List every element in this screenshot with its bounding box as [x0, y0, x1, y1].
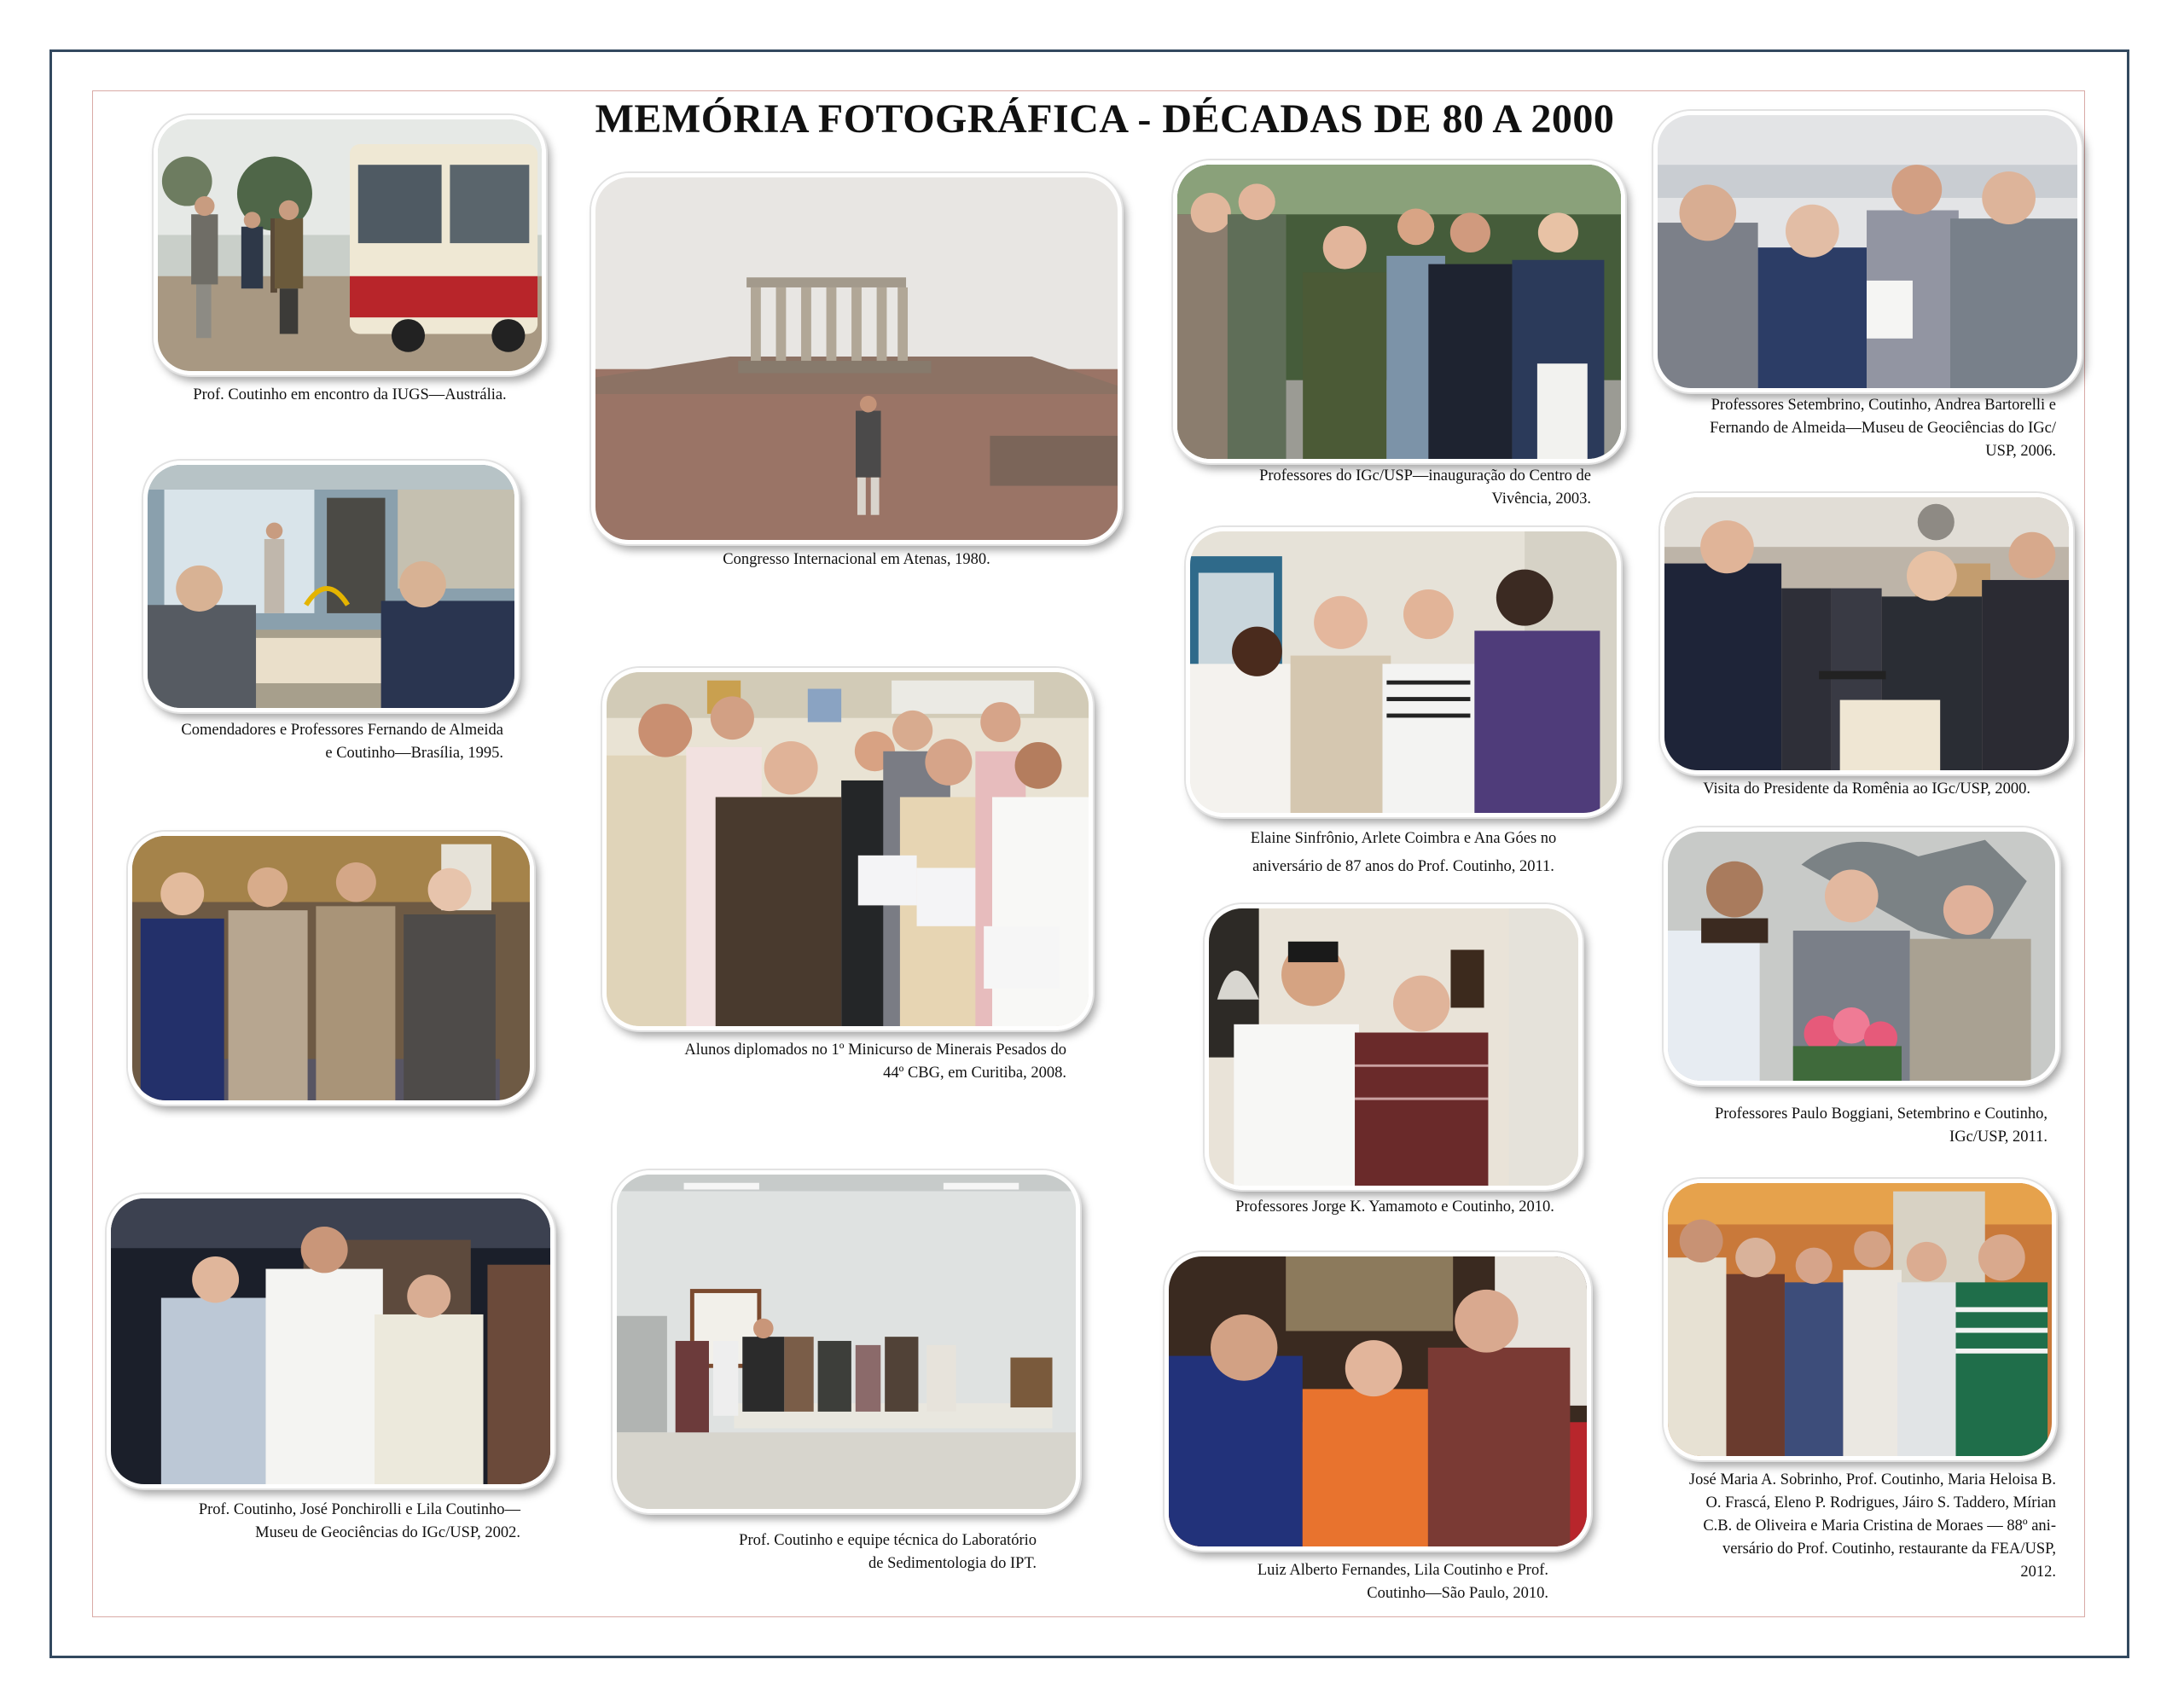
- caption-line: Alunos diplomados no 1º Minicurso de Minerais Pesados do: [684, 1041, 1066, 1059]
- caption-line: Luiz Alberto Fernandes, Lila Coutinho e Prof.: [1257, 1562, 1548, 1579]
- caption-line: Elaine Sinfrônio, Arlete Coimbra e Ana Góes no: [1250, 830, 1557, 847]
- photo-yamamoto-2010: [1205, 904, 1583, 1190]
- caption-aniversario-87: [1190, 825, 1617, 881]
- caption-centro-vivencia-2003: [1177, 465, 1591, 511]
- caption-line: aniversário de 87 anos do Prof. Coutinho, 2011.: [1252, 858, 1554, 875]
- caption-line: Comendadores e Professores Fernando de Almeida: [181, 722, 503, 739]
- caption-line: Professores Paulo Boggiani, Setembrino e Coutinho,: [1714, 1105, 2048, 1123]
- photo-aniversario-87: [1186, 527, 1621, 817]
- caption-restaurante-fea-2012: [1638, 1469, 2056, 1584]
- caption-line: versário do Prof. Coutinho, restaurante da FEA/USP,: [1722, 1540, 2056, 1558]
- caption-line: Prof. Coutinho, José Ponchirolli e Lila Coutinho—: [198, 1501, 520, 1518]
- caption-line: Vivência, 2003.: [1491, 490, 1591, 508]
- caption-line: José Maria A. Sobrinho, Prof. Coutinho, Maria Heloisa B.: [1688, 1471, 2056, 1488]
- caption-line: Congresso Internacional em Atenas, 1980.: [723, 551, 990, 568]
- caption-iugs-australia: [128, 384, 572, 407]
- caption-line: Prof. Coutinho em encontro da IUGS—Austrália.: [193, 386, 507, 403]
- caption-line: Coutinho—São Paulo, 2010.: [1367, 1585, 1548, 1602]
- photo-brasilia-1995: [143, 461, 519, 712]
- caption-museu-2006: [1647, 394, 2056, 463]
- caption-line: Visita do Presidente da Romênia ao IGc/USP, 2000.: [1703, 780, 2030, 798]
- caption-line: Museu de Geociências do IGc/USP, 2002.: [255, 1524, 520, 1541]
- caption-lila-coutinho-2010: [1177, 1559, 1548, 1605]
- caption-yamamoto-2010: [1177, 1196, 1612, 1219]
- photo-ipt-lab: [613, 1170, 1080, 1513]
- caption-line: Professores do IGc/USP—inauguração do Centro de: [1259, 467, 1591, 484]
- caption-line: Professores Jorge K. Yamamoto e Coutinho, 2010.: [1235, 1198, 1554, 1216]
- caption-line: Prof. Coutinho e equipe técnica do Laboratório: [739, 1532, 1037, 1549]
- photo-presidente-romenia-2000: [1660, 493, 2073, 775]
- caption-line: e Coutinho—Brasília, 1995.: [325, 745, 503, 762]
- caption-presidente-romenia-2000: [1647, 778, 2030, 801]
- caption-line: 44º CBG, em Curitiba, 2008.: [883, 1065, 1066, 1082]
- caption-brasilia-1995: [85, 719, 503, 765]
- photo-iugs-australia: [154, 115, 546, 375]
- caption-curitiba-2008: [597, 1039, 1066, 1085]
- caption-line: USP, 2006.: [1985, 443, 2056, 460]
- page-title: MEMÓRIA FOTOGRÁFICA - DÉCADAS DE 80 A 2000: [595, 96, 1615, 142]
- caption-line: Professores Setembrino, Coutinho, Andrea Bartorelli e: [1711, 397, 2056, 414]
- caption-line: Fernando de Almeida—Museu de Geociências do IGc/: [1710, 420, 2056, 437]
- caption-line: IGc/USP, 2011.: [1949, 1128, 2048, 1146]
- photo-athens-1980: [591, 173, 1122, 544]
- caption-line: C.B. de Oliveira e Maria Cristina de Moraes — 88º ani-: [1703, 1517, 2056, 1535]
- photo-museu-2006: [1653, 111, 2082, 392]
- photo-four-professors: [128, 832, 534, 1105]
- caption-line: 2012.: [2020, 1564, 2056, 1581]
- photo-boggiani-2011: [1664, 827, 2059, 1085]
- photo-curitiba-2008: [602, 668, 1093, 1030]
- caption-ponchirolli-2002: [94, 1499, 520, 1545]
- photo-restaurante-fea-2012: [1664, 1179, 2056, 1460]
- caption-ipt-lab: [614, 1529, 1037, 1575]
- caption-boggiani-2011: [1647, 1103, 2048, 1149]
- photo-ponchirolli-2002: [107, 1194, 555, 1488]
- photo-lila-coutinho-2010: [1165, 1252, 1591, 1551]
- caption-line: O. Frascá, Eleno P. Rodrigues, Jáiro S. Taddero, Mírian: [1705, 1494, 2056, 1511]
- photo-centro-vivencia-2003: [1173, 160, 1625, 463]
- caption-athens-1980: [591, 548, 1122, 572]
- caption-line: de Sedimentologia do IPT.: [868, 1555, 1037, 1572]
